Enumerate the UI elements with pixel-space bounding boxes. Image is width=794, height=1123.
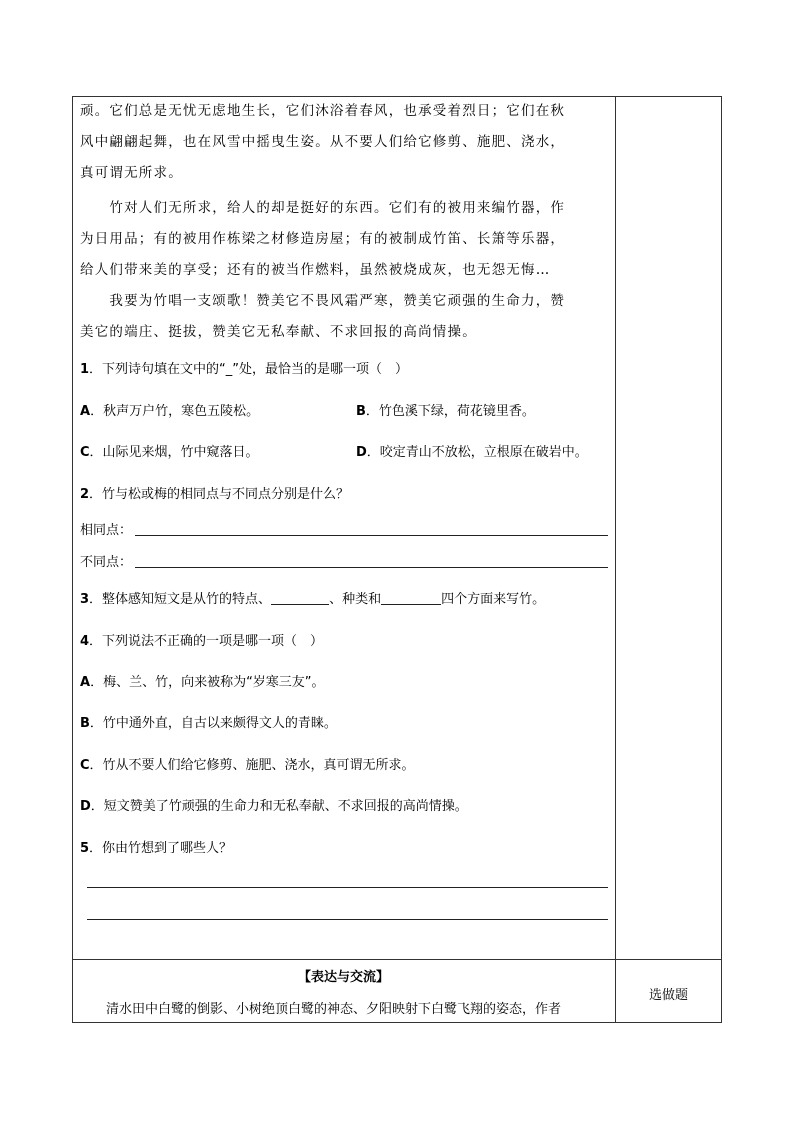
question-number: 2 — [80, 487, 90, 502]
passage-line: 为日用品；有的被用作栋梁之材修造房屋；有的被制成竹笛、长箫等乐器， — [80, 231, 566, 247]
option-letter: B — [80, 716, 90, 731]
option-c[interactable] — [80, 441, 259, 460]
question-text: ．整体感知短文是从竹的特点、 — [89, 592, 272, 607]
option-text: ．短文赞美了竹顽强的生命力和无私奉献、不求回报的高尚情操。 — [90, 799, 468, 814]
row-divider — [72, 959, 722, 960]
passage-line: 真可谓无所求。 — [80, 165, 183, 181]
option-letter: B — [356, 404, 366, 419]
option-letter: D — [80, 799, 91, 814]
q5-answer-line-1[interactable] — [87, 887, 608, 888]
section-heading: 【表达与交流】 — [297, 970, 389, 985]
q5-answer-line-2[interactable] — [87, 919, 608, 920]
difference-point-answer-line[interactable] — [135, 567, 608, 568]
difference-point-label: 不同点： — [80, 555, 133, 570]
passage-line: 竹对人们无所求，给人的却是挺好的东西。它们有的被用来编竹器，作 — [80, 200, 566, 216]
q4-option-d[interactable] — [80, 795, 468, 814]
question-1 — [80, 358, 408, 377]
option-text: ．秋声万户竹，寒色五陵松。 — [90, 404, 260, 419]
option-text: ．山际见来烟，竹中窥落日。 — [89, 445, 259, 460]
option-letter: A — [80, 404, 91, 419]
question-4 — [80, 630, 323, 649]
option-letter: A — [80, 675, 91, 690]
q4-option-c[interactable] — [80, 754, 415, 773]
section-text: 清水田中白鹭的倒影、小树绝顶白鹭的神态、夕阳映射下白鹭飞翔的姿态，作者 — [80, 1002, 562, 1017]
passage-line: 风中翩翩起舞，也在风雪中摇曳生姿。从不要人们给它修剪、施肥、浇水， — [80, 134, 566, 150]
passage-line: 顽。它们总是无忧无虑地生长，它们沐浴着春风，也承受着烈日；它们在秋 — [80, 103, 566, 119]
option-text: ．竹色溪下绿，荷花镜里香。 — [365, 404, 535, 419]
answer-blank-2[interactable] — [381, 592, 441, 605]
question-number: 5 — [80, 841, 90, 856]
q4-option-b[interactable] — [80, 712, 337, 731]
option-text: ．咬定青山不放松，立根原在破岩中。 — [366, 445, 588, 460]
question-number: 3 — [80, 592, 90, 607]
question-number: 1 — [80, 362, 90, 377]
question-2 — [80, 483, 349, 502]
option-letter: C — [80, 758, 90, 773]
question-text: 、种类和 — [329, 592, 382, 607]
option-letter: D — [356, 445, 367, 460]
question-number: 4 — [80, 634, 90, 649]
question-3 — [80, 588, 545, 607]
same-point-answer-line[interactable] — [135, 535, 608, 536]
option-text: ．梅、兰、竹，向来被称为“岁寒三友”。 — [90, 675, 325, 690]
question-text: 四个方面来写竹。 — [441, 592, 546, 607]
column-divider — [615, 96, 616, 1023]
question-text: ．下列诗句填在文中的“_”处，最恰当的是哪一项（ ） — [89, 362, 409, 377]
option-text: ．竹从不要人们给它修剪、施肥、浇水，真可谓无所求。 — [89, 758, 415, 773]
optional-question-label: 选做题 — [648, 988, 688, 1003]
passage-line: 美它的端庄、挺拔，赞美它无私奉献、不求回报的高尚情操。 — [80, 324, 477, 340]
passage-line: 我要为竹唱一支颂歌！赞美它不畏风霜严寒，赞美它顽强的生命力，赞 — [80, 293, 566, 309]
option-letter: C — [80, 445, 90, 460]
passage-line: 给人们带来美的享受；还有的被当作燃料，虽然被烧成灰，也无怨无悔… — [80, 262, 551, 278]
question-text: ．竹与松或梅的相同点与不同点分别是什么？ — [89, 487, 350, 502]
option-b[interactable] — [356, 400, 535, 419]
option-text: ．竹中通外直，自古以来颇得文人的青睐。 — [89, 716, 337, 731]
question-text: ．下列说法不正确的一项是哪一项（ ） — [89, 634, 324, 649]
same-point-label: 相同点： — [80, 523, 133, 538]
option-a[interactable] — [80, 400, 259, 419]
question-text: ．你由竹想到了哪些人？ — [89, 841, 233, 856]
option-d[interactable] — [356, 441, 588, 460]
answer-blank-1[interactable] — [271, 592, 329, 605]
q4-option-a[interactable] — [80, 671, 325, 690]
question-5 — [80, 837, 232, 856]
